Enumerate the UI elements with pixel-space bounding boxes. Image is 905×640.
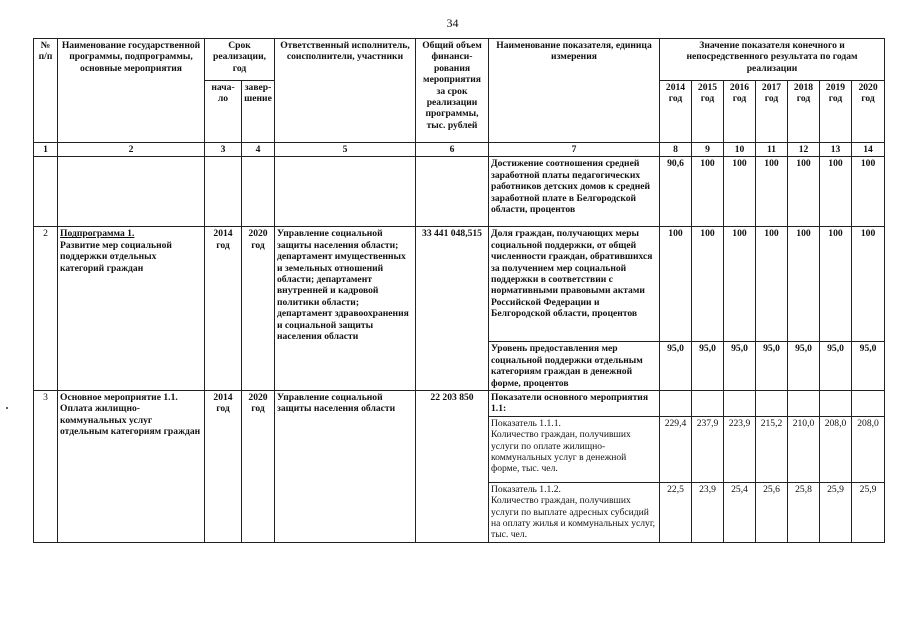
index-cell: 6 [416, 143, 489, 157]
row-number: 2 [34, 227, 58, 391]
value-cell: 100 [724, 227, 756, 342]
scan-speck [6, 407, 8, 409]
subprogram-title: Подпрограмма 1. [60, 228, 135, 240]
value-cell: 100 [660, 227, 692, 342]
index-row [34, 143, 885, 157]
indicator-description: Количество граждан, получивших услуги по выплате адресных субсидий на оплату жилья и коммунальных услуг, тыс. чел. [491, 495, 656, 541]
index-cell: 10 [724, 143, 756, 157]
start-year: 2014 год [205, 391, 242, 543]
program-table [33, 38, 885, 543]
value-cell: 100 [692, 157, 724, 227]
value-cell: 25,6 [756, 482, 788, 542]
value-cell: 100 [852, 157, 885, 227]
value-cell: 237,9 [692, 416, 724, 482]
index-cell: 12 [788, 143, 820, 157]
value-cell: 25,9 [820, 482, 852, 542]
start-year: 2014 год [205, 227, 242, 391]
activity-name: Основное мероприятие 1.1. Оплата жилищно-коммунальных услуг отдельным категориям граждан [58, 391, 205, 543]
index-cell: 5 [275, 143, 416, 157]
value-cell: 95,0 [692, 342, 724, 391]
indicator-description: Количество граждан, получивших услуги по оплате жилищно-коммунальных услуг в денежной форме, тыс. чел. [491, 429, 631, 475]
index-cell: 7 [489, 143, 660, 157]
index-cell: 11 [756, 143, 788, 157]
value-cell: 100 [820, 227, 852, 342]
index-cell: 4 [242, 143, 275, 157]
value-cell: 25,9 [852, 482, 885, 542]
row-number: 3 [34, 391, 58, 543]
value-cell: 210,0 [788, 416, 820, 482]
header-year: 2016 год [724, 81, 756, 143]
header-year: 2019 год [820, 81, 852, 143]
value-cell: 100 [852, 227, 885, 342]
value-cell: 100 [756, 157, 788, 227]
value-cell: 100 [692, 227, 724, 342]
responsible-text: Управление социальной защиты населения области [275, 391, 416, 543]
value-cell: 90,6 [660, 157, 692, 227]
value-cell: 95,0 [788, 342, 820, 391]
index-cell: 14 [852, 143, 885, 157]
index-cell: 13 [820, 143, 852, 157]
subprogram-text: Развитие мер социальной поддержки отдельных категорий граждан [60, 239, 172, 274]
table-row [34, 391, 885, 417]
value-cell: 100 [788, 227, 820, 342]
table-row [34, 157, 885, 227]
index-cell: 3 [205, 143, 242, 157]
end-year: 2020 год [242, 227, 275, 391]
header-values: Значение показателя конечного и непосредственного результата по годам реализации [660, 39, 885, 81]
page-number: 34 [446, 16, 459, 30]
header-year: 2017 год [756, 81, 788, 143]
header-indicator: Наименование показателя, единица измерения [489, 39, 660, 143]
header-no: № п/п [34, 39, 58, 143]
value-cell: 215,2 [756, 416, 788, 482]
index-cell: 9 [692, 143, 724, 157]
value-cell: 208,0 [820, 416, 852, 482]
value-cell: 95,0 [820, 342, 852, 391]
indicator-title: Показатель 1.1.1. [491, 417, 561, 429]
indicator-text [489, 416, 660, 482]
header-funding: Общий объем финанси-рования мероприятия за срок реализации программы, тыс. рублей [416, 39, 489, 143]
value-cell: 223,9 [724, 416, 756, 482]
value-cell: 100 [788, 157, 820, 227]
indicator-text: Доля граждан, получающих меры социальной поддержки, от общей численности граждан, обратившихся за получением мер социальной поддержки в соответствии с нормативными правовыми актами Российской Федерации и Белгородской области, процентов [489, 227, 660, 342]
responsible-text: Управление социальной защиты населения области; департамент имущественных и земельных отношений области; департамент внутренней и кадровой политики области; департамент здравоохранения и социальной защиты населения области [275, 227, 416, 391]
value-cell: 95,0 [660, 342, 692, 391]
indicator-text [489, 482, 660, 542]
value-cell: 100 [724, 157, 756, 227]
header-year: 2020 год [852, 81, 885, 143]
value-cell: 100 [820, 157, 852, 227]
header-year: 2014 год [660, 81, 692, 143]
value-cell: 25,4 [724, 482, 756, 542]
program-name [58, 227, 205, 391]
value-cell: 22,5 [660, 482, 692, 542]
header-term: Срок реализации, год [205, 39, 275, 81]
value-cell: 100 [756, 227, 788, 342]
header-responsible: Ответственный исполнитель, соисполнители, участники [275, 39, 416, 143]
value-cell: 95,0 [852, 342, 885, 391]
funding-amount: 33 441 048,515 [416, 227, 489, 391]
funding-amount: 22 203 850 [416, 391, 489, 543]
indicator-text: Уровень предоставления мер социальной поддержки отдельным категориям граждан в денежной форме, процентов [489, 342, 660, 391]
indicator-text: Достижение соотношения средней заработной платы педагогических работников детских домов к средней заработной плате в Белгородской области, процентов [489, 157, 660, 227]
end-year: 2020 год [242, 391, 275, 543]
header-name: Наименование государственной программы, подпрограммы, основные мероприятия [58, 39, 205, 143]
indicator-title: Показатель 1.1.2. [491, 483, 561, 495]
index-cell: 1 [34, 143, 58, 157]
value-cell: 95,0 [724, 342, 756, 391]
header-start: нача-ло [205, 81, 242, 143]
header-year: 2018 год [788, 81, 820, 143]
value-cell: 229,4 [660, 416, 692, 482]
value-cell: 95,0 [756, 342, 788, 391]
header-year: 2015 год [692, 81, 724, 143]
header-end: завер-шение [242, 81, 275, 143]
value-cell: 23,9 [692, 482, 724, 542]
index-cell: 8 [660, 143, 692, 157]
value-cell: 208,0 [852, 416, 885, 482]
indicator-heading: Показатели основного мероприятия 1.1: [489, 391, 660, 417]
index-cell: 2 [58, 143, 205, 157]
value-cell: 25,8 [788, 482, 820, 542]
table-row [34, 227, 885, 342]
